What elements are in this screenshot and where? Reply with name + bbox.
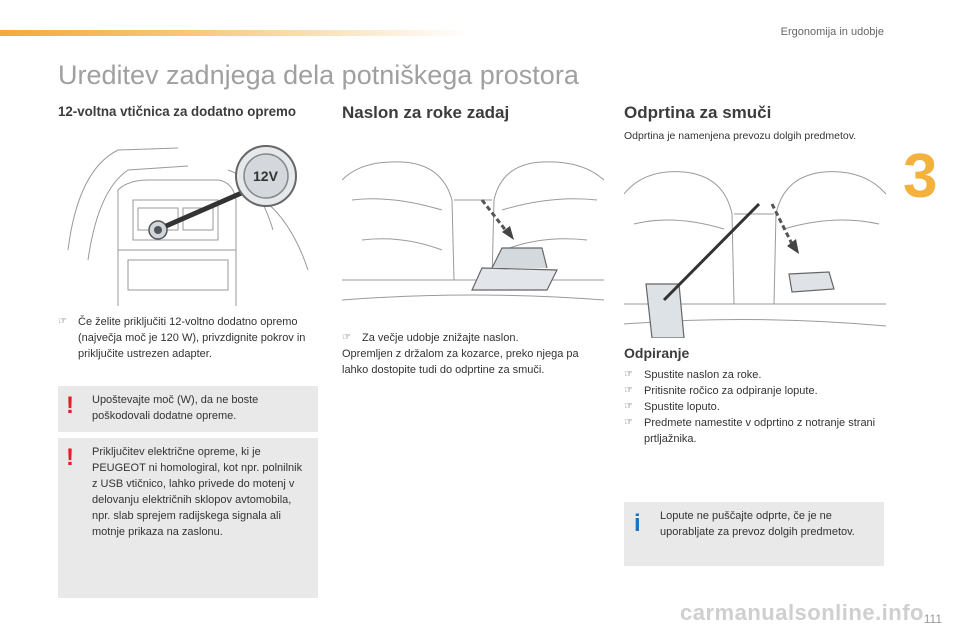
chapter-number: 3 <box>903 142 938 211</box>
pointing-finger-icon: ☞ <box>624 417 633 428</box>
section-title: Ergonomija in udobje <box>780 26 884 38</box>
rear-seat-drawing <box>342 140 604 318</box>
heading-ski-hatch: Odprtina za smuči <box>624 103 772 122</box>
pointing-finger-icon: ☞ <box>342 332 351 343</box>
pointing-finger-icon: ☞ <box>624 369 633 380</box>
pointing-finger-icon: ☞ <box>58 316 67 327</box>
page-title: Ureditev zadnjega dela potniškega prostora <box>58 60 579 90</box>
warning-note-1-text: Upoštevajte moč (W), da ne boste poškodovali dodatne opreme. <box>92 394 259 422</box>
exclamation-icon: ! <box>66 444 74 471</box>
heading-armrest: Naslon za roke zadaj <box>342 103 510 122</box>
info-note <box>624 502 884 566</box>
armrest-description: Opremljen z držalom za kozarce, preko njega pa lahko dostopite tudi do odprtine za smuči. <box>342 348 579 376</box>
console-drawing <box>58 130 320 306</box>
ski-hatch-drawing <box>624 154 886 338</box>
socket-label: 12V <box>253 168 278 184</box>
pointing-finger-icon: ☞ <box>624 385 633 396</box>
info-note-text: Lopute ne puščajte odprte, če je ne uporabljate za prevoz dolgih predmetov. <box>660 510 855 538</box>
heading-12v-socket: 12-voltna vtičnica za dodatno opremo <box>58 103 296 119</box>
armrest-text-block <box>342 330 600 378</box>
illustration-ski-hatch <box>624 154 886 338</box>
opening-steps <box>624 367 884 447</box>
exclamation-icon: ! <box>66 392 74 419</box>
bullet-12v <box>58 314 312 362</box>
page-number: 111 <box>923 612 942 626</box>
illustration-12v-socket <box>58 130 320 306</box>
warning-note-1 <box>58 386 318 432</box>
pointing-finger-icon: ☞ <box>624 401 633 412</box>
ski-hatch-intro: Odprtina je namenjena prevozu dolgih predmetov. <box>624 130 857 142</box>
step-item <box>624 399 884 415</box>
step-item <box>624 415 884 447</box>
info-icon: i <box>634 510 641 537</box>
step-item <box>624 367 884 383</box>
illustration-armrest <box>342 140 604 318</box>
warning-note-2-text: Priključitev električne opreme, ki je PEUGEOT ni homologiral, kot npr. polnilnik z USB vtičnico, lahko privede do motenj v delovanju električnih sklopov avtomobila, npr. slab sprejem radijskega signala ali motnje prikaza na zaslonu. <box>92 446 303 538</box>
subheading-opening: Odpiranje <box>624 345 690 361</box>
step-text: Pritisnite ročico za odpiranje lopute. <box>644 385 818 397</box>
step-text: Spustite loputo. <box>644 401 720 413</box>
bullet-armrest-text: Za večje udobje znižajte naslon. <box>362 332 519 344</box>
watermark: carmanualsonline.info <box>680 600 924 625</box>
warning-note-2 <box>58 438 318 598</box>
header-accent-bar <box>0 30 470 36</box>
bullet-armrest <box>342 330 600 346</box>
step-text: Spustite naslon za roke. <box>644 369 762 381</box>
step-item <box>624 383 884 399</box>
bullet-12v-text: Če želite priključiti 12-voltno dodatno opremo (največja moč je 120 W), privzdignite pokrov in priključite ustrezen adapter. <box>78 316 306 360</box>
step-text: Predmete namestite v odprtino z notranje strani prtljažnika. <box>644 417 876 445</box>
